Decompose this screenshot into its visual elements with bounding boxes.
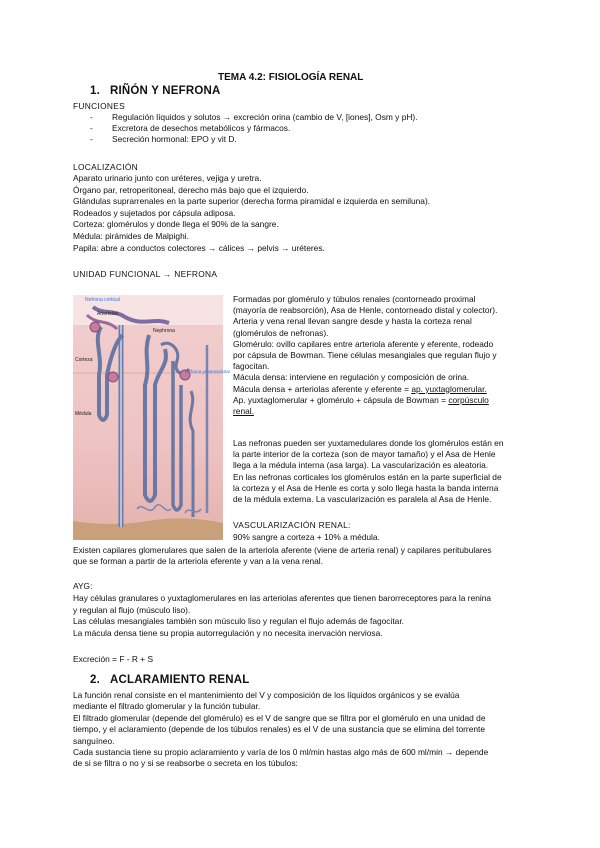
- label-nephrona: Nephrona: [153, 328, 175, 334]
- text-line: Hay células granulares o yuxtaglomerulares en las arteriolas aferentes que tienen barorreceptores para la renina: [73, 593, 492, 603]
- text-line: [233, 406, 497, 417]
- section-2-title: ACLARAMIENTO RENAL: [110, 674, 250, 686]
- label-medula: Médula: [75, 411, 92, 417]
- text-line: de si se filtra o no y si se reabsorbe o secreta en los túbulos:: [73, 758, 298, 769]
- text-line: La mácula densa tiene su propia autorregulación y no necesita inervación nerviosa.: [73, 627, 383, 638]
- document-title: TEMA 4.2: FISIOLOGÍA RENAL: [218, 72, 364, 83]
- vascularizacion-label: VASCULARIZACIÓN RENAL:: [233, 520, 351, 530]
- text-line: Mácula densa: interviene en regulación y composición de orina.: [233, 372, 470, 383]
- text-line: (glomérulos de nefronas).: [233, 327, 329, 338]
- list-item: - Regulación líquidos y solutos → excreción orina (cambio de V, [iones], Osm y pH).: [90, 112, 418, 122]
- nefronas-tipos: [233, 438, 504, 505]
- label-nefrona-yuxtamedular: Nefrona yuxtamedular: [185, 369, 231, 374]
- text-line: En las nefronas corticales los glomérulos están en la parte superficial de: [233, 471, 502, 482]
- nephron-figure: [73, 295, 231, 540]
- text-line: Cada sustancia tiene su propio aclaramiento y varía de los 0 ml/min hastas algo más de 600 ml/min → depende: [73, 747, 489, 758]
- localizacion-text: [73, 173, 430, 254]
- text-line: La función renal consiste en el mantenimiento del V y composición de los líquidos orgánicos y se evalúa: [73, 690, 460, 700]
- term-ap-yuxtaglomerular: ap. yuxtaglomerular.: [411, 383, 487, 394]
- text-line: sanguíneo.: [73, 735, 115, 746]
- text-line: Glándulas suprarrenales en la parte superior (derecha forma piramidal e izquierda en semiluna).: [73, 196, 431, 207]
- section-1-title: RIÑÓN Y NEFRONA: [110, 85, 221, 97]
- text-line: Aparato urinario junto con uréteres, vejiga y uretra.: [73, 173, 262, 183]
- list-item: - Secreción hormonal: EPO y vit D.: [90, 134, 237, 145]
- localizacion-label: LOCALIZACIÓN: [73, 162, 139, 172]
- text-line: El filtrado glomerular (depende del glomérulo) es el V de sangre que se filtra por el glomérulo en una unidad de: [73, 712, 486, 723]
- term-renal: renal.: [233, 406, 254, 417]
- text-line: por cápsula de Bowman. Tiene células mesangiales que regulan flujo y: [233, 350, 497, 361]
- text-line: Ap. yuxtaglomerular + glomérulo + cápsula de Bowman = corpúsculo: [233, 394, 489, 405]
- text-line: fagocitan.: [233, 361, 270, 372]
- aclaramiento-text: [73, 690, 488, 770]
- funciones-label: FUNCIONES: [73, 101, 126, 111]
- text-line: tiempo, y el aclaramiento (depende de los túbulos renales) es el V de una sustancia que se elimina del torrente: [73, 724, 486, 735]
- ayg-label: AYG:: [73, 581, 93, 591]
- text-line: Corteza: glomérulos y donde llega el 90% de la sangre.: [73, 219, 279, 230]
- text-line: mediante el filtrado glomerular y la función tubular.: [73, 701, 261, 712]
- text-line: Glomérulo: ovillo capilares entre arteriola aferente y eferente, rodeado: [233, 338, 494, 349]
- text-line: Papila: abre a conductos colectores → cálices → pelvis → uréteres.: [73, 242, 325, 253]
- term-corpusculo: corpúsculo: [448, 394, 489, 405]
- nefrona-description: [233, 294, 497, 417]
- text-line: que se forman a partir de la arteriola eferente y van a la vena renal.: [73, 556, 323, 567]
- section-2-number: 2.: [90, 674, 100, 686]
- text-line: Las células mesangiales también son músculo liso y regulan el flujo además de fagocitar.: [73, 616, 404, 627]
- text-line: (mayoría de reabsorción), Asa de Henle, contorneado distal y colector).: [233, 305, 498, 316]
- text-line: Formadas por glomérulo y túbulos renales (contorneado proximal: [233, 294, 476, 304]
- text-line: Rodeados y sujetados por cápsula adiposa.: [73, 207, 236, 218]
- text-line: y regulan al flujo (músculo liso).: [73, 604, 191, 615]
- label-arteriolas: Arteriolas: [97, 311, 119, 317]
- section-1-heading: [90, 86, 221, 97]
- ayg-text: [73, 593, 491, 639]
- text-line: de la médula externa. La vascularización es paralela al Asa de Henle.: [233, 494, 492, 505]
- text-line: Órgano par, retroperitoneal, derecho más bajo que el izquierdo.: [73, 184, 309, 195]
- funciones-list: [90, 112, 418, 146]
- label-nefrona-cortical: Nefrona cortical: [85, 297, 121, 303]
- vascularizacion-line: 90% sangre a corteza + 10% a médula.: [233, 532, 380, 542]
- label-corteza: Corteza: [75, 357, 93, 363]
- text-line: Las nefronas pueden ser yuxtamedulares donde los glomérulos están en: [233, 438, 504, 448]
- text-line: la corteza y el Asa de Henle es corta y solo llega hasta la banda interna: [233, 482, 499, 493]
- capilares-text: [73, 545, 492, 567]
- text-line: Médula: pirámides de Malpighi.: [73, 230, 189, 241]
- excrecion-formula: Excreción = F - R + S: [73, 654, 154, 664]
- text-line: Mácula densa + arteriolas aferente y eferente = ap. yuxtaglomerular.: [233, 383, 487, 394]
- text-line: Existen capilares glomerulares que salen de la arteriola aferente (viene de arteria renal) y capilares peritubulares: [73, 545, 492, 555]
- list-item: - Excretora de desechos metabólicos y fármacos.: [90, 123, 291, 134]
- unidad-funcional-label: UNIDAD FUNCIONAL → NEFRONA: [73, 269, 218, 279]
- text-line: la parte interior de la corteza (son de mayor tamaño) y el Asa de Henle: [233, 449, 496, 460]
- section-1-number: 1.: [90, 85, 100, 97]
- nephron-illustration: [73, 295, 231, 540]
- section-2-heading: [90, 675, 249, 686]
- text-line: llega a la médula interna (asa larga). La vascularización es aleatoria.: [233, 460, 489, 471]
- text-line: Arteria y vena renal llevan sangre desde y hasta la corteza renal: [233, 316, 472, 327]
